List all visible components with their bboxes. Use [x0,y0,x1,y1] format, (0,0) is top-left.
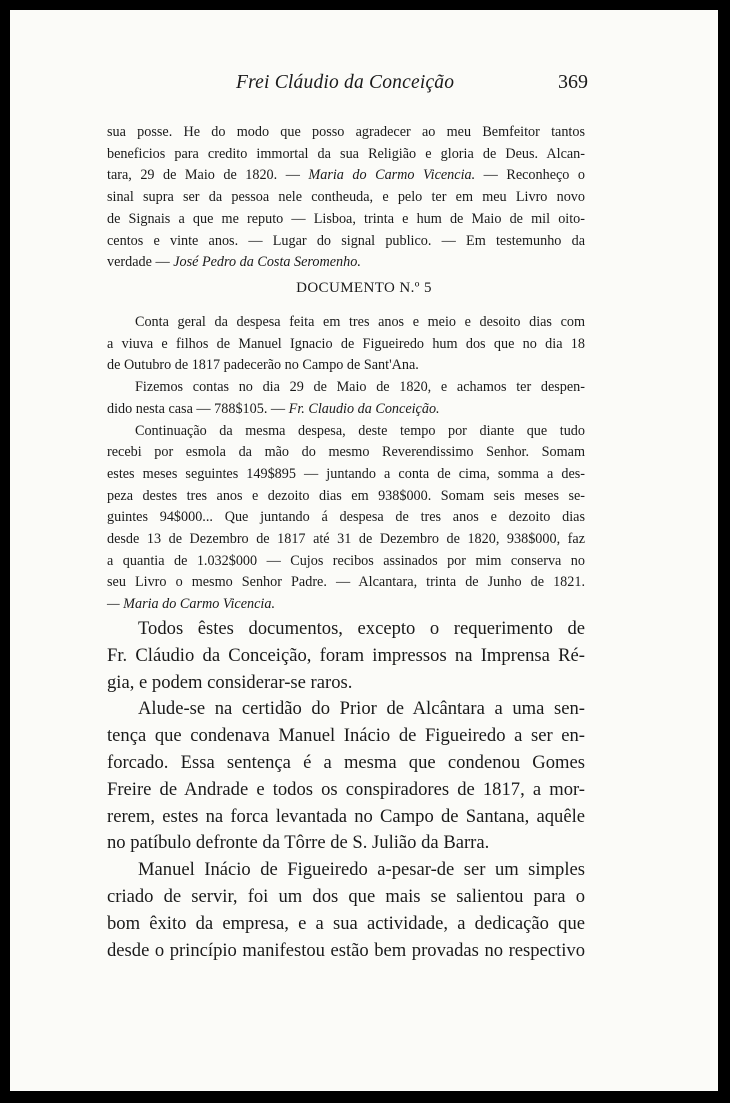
text-line: criado de servir, foi um dos que mais se salientou para o [107,885,585,907]
text-line: sinal supra ser da pessoa nele contheuda, e pelo ter em meu Livro novo [107,189,585,206]
text-line: Manuel Inácio de Figueiredo a-pesar-de ser um simples [138,859,585,881]
paragraph [107,421,585,616]
text-line: de Signais a que me reputo — Lisboa, trinta e hum de Maio de mil oito- [107,210,585,227]
text-line: seu Livro o mesmo Senhor Padre. — Alcantara, trinta de Junho de 1821. [107,574,585,591]
text-line: bom êxito da empresa, e a sua actividade, a dedicação que [107,912,585,934]
signature-claudio: Fr. Claudio da Conceição. [288,400,440,417]
text-fragment: tara, 29 de Maio de 1820. — [107,167,309,184]
signature-maria-2: — Maria do Carmo Vicencia. [107,596,275,613]
paragraph [107,857,585,964]
text-fragment: verdade — [107,254,174,271]
text-line: rerem, estes na forca levantada no Campo de Santana, aquêle [107,805,585,827]
text-line [107,165,585,187]
text-line: a quantia de 1.032$000 — Cujos recibos assinados por mim conserva no [107,552,585,569]
signature-jose: José Pedro da Costa Seromenho. [173,254,361,271]
text-line: Continuação da mesma despesa, deste tempo por diante que tudo [135,422,585,439]
text-line: forcado. Essa sentença é a mesma que condenou Gomes [107,751,585,773]
text-line: recebi por esmola da mão do mesmo Reverendissimo Senhor. Somam [107,444,585,461]
text-line: Todos êstes documentos, excepto o requerimento de [138,618,585,639]
text-line: guintes 94$000... Que juntando á despesa de tres anos e dezoito dias [107,509,585,526]
text-fragment: — Reconheço o [475,167,585,184]
text-line: Fizemos contas no dia 29 de Maio de 1820, e achamos ter despen- [135,379,585,396]
text-line: estes meses seguintes 149$895 — juntando a conta de cima, somma a des- [107,465,585,482]
paragraph [107,696,585,857]
document-5-text [107,312,585,616]
text-line: peza destes tres anos e dezoito dias em 938$000. Somam seis meses se- [107,487,585,504]
certificate-text [107,122,585,274]
text-line: centos e vinte anos. — Lugar do signal publico. — Em testemunho da [107,232,585,249]
page-number: 369 [558,71,588,93]
paragraph [107,616,585,696]
text-line: Conta geral da despesa feita em tres anos e meio e desoito dias com [135,314,585,330]
text-line: gia, e podem considerar-se raros. [107,671,353,693]
text-fragment: dido nesta casa — 788$105. — [107,400,289,417]
text-line: no patíbulo defronte da Tôrre de S. Julião da Barra. [107,832,490,854]
signature-maria: Maria do Carmo Vicencia. [308,167,476,184]
book-page [10,10,718,1091]
body-text [107,616,585,964]
text-line: sua posse. He do modo que posso agradecer ao meu Bemfeitor tantos [107,124,585,140]
paragraph [107,377,585,420]
running-title: Frei Cláudio da Conceição [236,72,455,93]
paragraph [107,312,585,377]
text-line: Fr. Cláudio da Conceição, foram impressos na Imprensa Ré- [107,644,585,666]
text-line: de Outubro de 1817 padecerão no Campo de Sant'Ana. [107,357,419,374]
text-line: beneficios para credito immortal da sua Religião e gloria de Deus. Alcan- [107,145,585,162]
text-line: Freire de Andrade e todos os conspiradores de 1817, a mor- [107,778,585,800]
text-line [107,399,585,421]
text-line: desde 13 de Dezembro de 1817 até 31 de Dezembro de 1820, 938$000, faz [107,531,585,548]
text-line: desde o princípio manifestou estão bem provadas no respectivo [107,939,585,961]
text-line: Alude-se na certidão do Prior de Alcântara a uma sen- [138,698,585,720]
text-line: tença que condenava Manuel Inácio de Figueiredo a ser en- [107,725,585,747]
text-line: a viuva e filhos de Manuel Ignacio de Figueiredo hum dos que no dia 18 [107,335,585,352]
page-header [10,72,718,102]
document-heading: DOCUMENTO N.º 5 [296,280,432,296]
text-line [107,252,585,274]
